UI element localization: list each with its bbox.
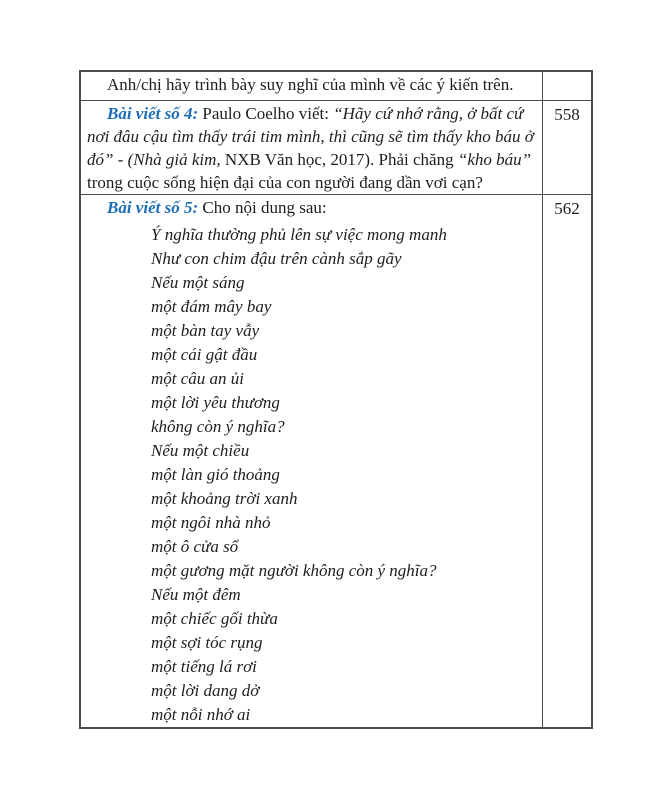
- poem-line: một chiếc gối thừa: [151, 609, 278, 628]
- page-number-cell: 562: [543, 195, 593, 729]
- poem-line: một sợi tóc rụng: [151, 633, 263, 652]
- poem-line: một cái gật đầu: [151, 345, 258, 364]
- text-segment: trong cuộc sống hiện đại của con người đang dần vơi cạn?: [87, 173, 483, 192]
- poem-line: một ngôi nhà nhỏ: [151, 513, 271, 532]
- poem-line: một ô cửa sổ: [151, 537, 239, 556]
- table-row: [80, 101, 592, 195]
- page-number-cell: 558: [543, 101, 593, 195]
- poem-line: một bàn tay vẫy: [151, 321, 260, 340]
- section-label: Bài viết số 4:: [107, 104, 199, 123]
- exercise-index-table: [79, 70, 593, 729]
- poem-line: một câu an ủi: [151, 369, 245, 388]
- essay4-cell: [80, 101, 543, 195]
- quote-segment: “kho báu”: [457, 150, 532, 169]
- poem-line: một nỗi nhớ ai: [151, 705, 251, 724]
- poem-line: một lời yêu thương: [151, 393, 280, 412]
- poem-line: Nếu một chiều: [151, 441, 250, 460]
- poem-line: một đám mây bay: [151, 297, 272, 316]
- book-title-segment: (Nhà giả kim,: [127, 150, 221, 169]
- poem-line: Ý nghĩa thường phủ lên sự việc mong manh: [151, 225, 447, 244]
- text-segment: NXB Văn học, 2017). Phải chăng: [220, 150, 458, 169]
- poem-line: không còn ý nghĩa?: [151, 417, 285, 436]
- poem-line: một làn gió thoảng: [151, 465, 280, 484]
- text-segment: -: [113, 150, 128, 169]
- poem-line: Nếu một đêm: [151, 585, 241, 604]
- poem-block: [151, 223, 537, 727]
- poem-line: một gương mặt người không còn ý nghĩa?: [151, 561, 437, 580]
- essay4-text: [87, 102, 537, 194]
- prompt-cell: [80, 71, 543, 101]
- quote-segment: “Hãy cứ nhớ rằng, ở bất cứ nơi đâu cậu tìm thấy trái tim mình, thì cũng sẽ tìm thấy kho báu ở đó”: [87, 104, 534, 169]
- poem-line: một tiếng lá rơi: [151, 657, 257, 676]
- section-label: Bài viết số 5:: [107, 198, 199, 217]
- table-row: [80, 71, 592, 101]
- prompt-text: Anh/chị hãy trình bày suy nghĩ của mình về các ý kiến trên.: [107, 75, 514, 94]
- text-segment: Paulo Coelho viết:: [198, 104, 334, 123]
- text-segment: Cho nội dung sau:: [198, 198, 327, 217]
- essay5-header: [87, 196, 537, 220]
- poem-line: Như con chim đậu trên cành sắp gãy: [151, 249, 402, 268]
- poem-line: một lời dang dở: [151, 681, 260, 700]
- table-row: [80, 195, 592, 729]
- essay5-cell: [80, 195, 543, 729]
- poem-line: một khoảng trời xanh: [151, 489, 298, 508]
- page-number-cell: [543, 71, 593, 101]
- poem-line: Nếu một sáng: [151, 273, 245, 292]
